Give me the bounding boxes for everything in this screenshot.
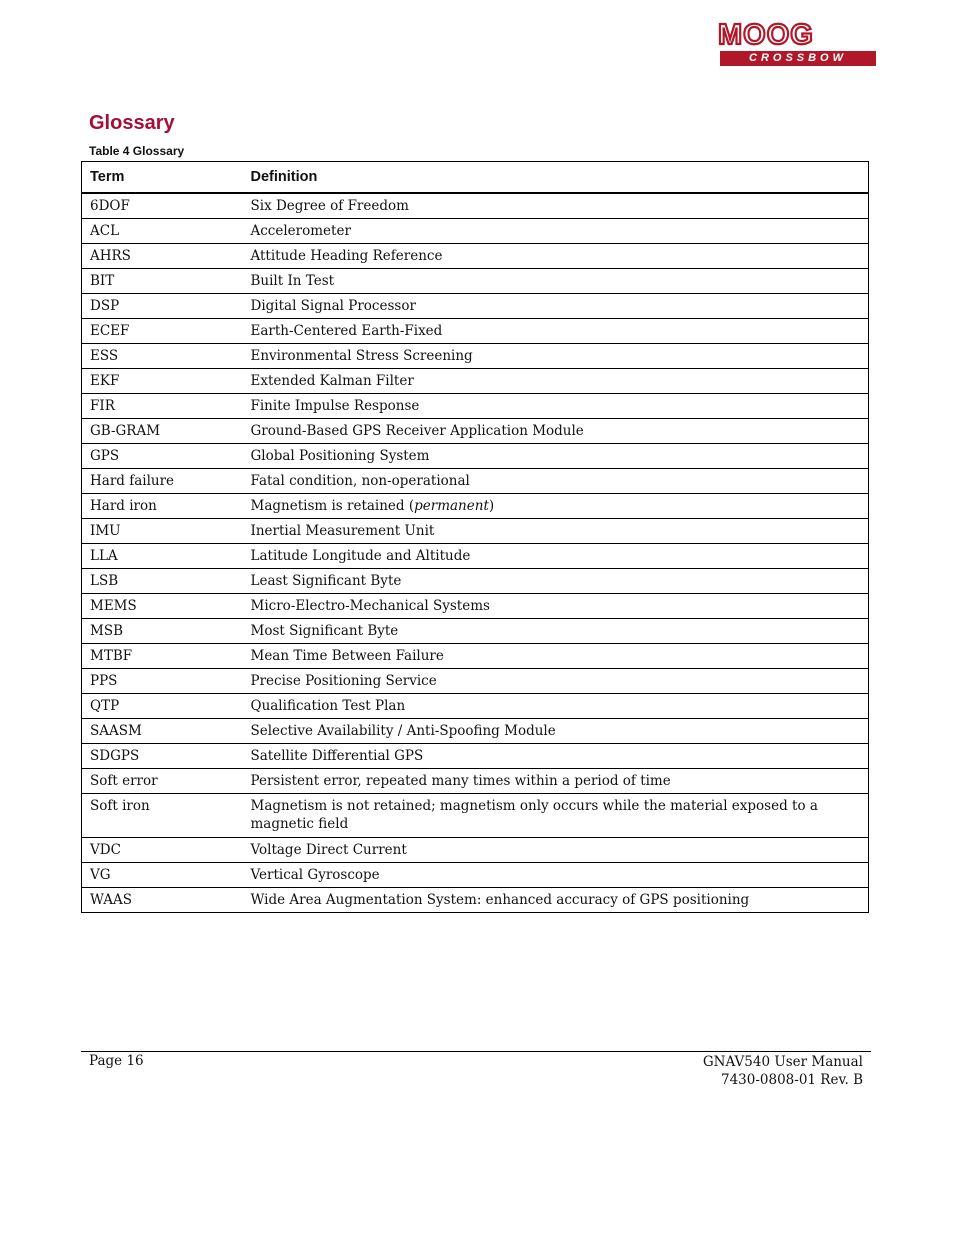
table-row [82, 219, 869, 244]
term-cell: FIR [82, 394, 243, 419]
term-cell: Hard iron [82, 494, 243, 519]
table-row [82, 769, 869, 794]
logo-subbrand: CROSSBOW [720, 51, 876, 66]
term-cell: DSP [82, 294, 243, 319]
table-row [82, 619, 869, 644]
table-row [82, 838, 869, 863]
definition-cell: Wide Area Augmentation System: enhanced accuracy of GPS positioning [243, 888, 869, 913]
term-cell: QTP [82, 694, 243, 719]
definition-text-end: ) [488, 498, 495, 514]
table-row [82, 319, 869, 344]
table-header-row [82, 162, 869, 194]
column-header-definition: Definition [243, 162, 869, 194]
term-cell: BIT [82, 269, 243, 294]
footer-divider [81, 1051, 871, 1052]
term-cell: SDGPS [82, 744, 243, 769]
table-row [82, 744, 869, 769]
table-row [82, 694, 869, 719]
table-row [82, 669, 869, 694]
term-cell: MEMS [82, 594, 243, 619]
table-row [82, 444, 869, 469]
term-cell: AHRS [82, 244, 243, 269]
definition-cell: Ground-Based GPS Receiver Application Module [243, 419, 869, 444]
term-cell: Hard failure [82, 469, 243, 494]
document-title: GNAV540 User Manual [702, 1054, 863, 1070]
definition-cell: Built In Test [243, 269, 869, 294]
term-cell: 6DOF [82, 193, 243, 219]
definition-cell: Micro-Electro-Mechanical Systems [243, 594, 869, 619]
term-cell: Soft error [82, 769, 243, 794]
table-row [82, 269, 869, 294]
definition-cell: Latitude Longitude and Altitude [243, 544, 869, 569]
table-row [82, 569, 869, 594]
glossary-table [81, 161, 869, 913]
definition-cell: Fatal condition, non-operational [243, 469, 869, 494]
table-row [82, 394, 869, 419]
document-info [703, 1053, 863, 1089]
definition-cell: Extended Kalman Filter [243, 369, 869, 394]
term-cell: EKF [82, 369, 243, 394]
definition-cell: Voltage Direct Current [243, 838, 869, 863]
term-cell: ECEF [82, 319, 243, 344]
section-title: Glossary [89, 112, 175, 134]
definition-cell: Mean Time Between Failure [243, 644, 869, 669]
glossary-body [82, 193, 869, 913]
table-row [82, 719, 869, 744]
term-cell: LLA [82, 544, 243, 569]
term-cell: MTBF [82, 644, 243, 669]
table-row [82, 863, 869, 888]
definition-cell: Vertical Gyroscope [243, 863, 869, 888]
table-row [82, 644, 869, 669]
term-cell: Soft iron [82, 794, 243, 838]
term-cell: MSB [82, 619, 243, 644]
definition-cell: Qualification Test Plan [243, 694, 869, 719]
table-caption: Table 4 Glossary [89, 144, 185, 158]
definition-cell: Finite Impulse Response [243, 394, 869, 419]
definition-cell: Digital Signal Processor [243, 294, 869, 319]
definition-cell: Least Significant Byte [243, 569, 869, 594]
table-row [82, 344, 869, 369]
column-header-term: Term [82, 162, 243, 194]
definition-cell: Six Degree of Freedom [243, 193, 869, 219]
page-number: Page 16 [89, 1053, 144, 1069]
table-row [82, 244, 869, 269]
table-row [82, 294, 869, 319]
term-cell: SAASM [82, 719, 243, 744]
definition-cell: Accelerometer [243, 219, 869, 244]
table-row [82, 494, 869, 519]
table-row [82, 419, 869, 444]
definition-cell: Most Significant Byte [243, 619, 869, 644]
term-cell: GPS [82, 444, 243, 469]
table-row [82, 544, 869, 569]
table-row [82, 519, 869, 544]
definition-cell: Earth-Centered Earth-Fixed [243, 319, 869, 344]
definition-cell: Environmental Stress Screening [243, 344, 869, 369]
table-row [82, 594, 869, 619]
definition-cell: Selective Availability / Anti-Spoofing Module [243, 719, 869, 744]
term-cell: VG [82, 863, 243, 888]
definition-emphasis: permanent [414, 498, 489, 514]
term-cell: ACL [82, 219, 243, 244]
definition-cell: Persistent error, repeated many times within a period of time [243, 769, 869, 794]
table-row [82, 369, 869, 394]
definition-cell: Inertial Measurement Unit [243, 519, 869, 544]
term-cell: PPS [82, 669, 243, 694]
company-logo [718, 19, 878, 70]
logo-wordmark: MOOG [718, 19, 814, 51]
definition-cell: Attitude Heading Reference [243, 244, 869, 269]
definition-cell [243, 494, 869, 519]
term-cell: WAAS [82, 888, 243, 913]
table-row [82, 794, 869, 838]
definition-cell: Satellite Differential GPS [243, 744, 869, 769]
term-cell: LSB [82, 569, 243, 594]
term-cell: ESS [82, 344, 243, 369]
definition-cell: Global Positioning System [243, 444, 869, 469]
term-cell: IMU [82, 519, 243, 544]
definition-cell: Magnetism is not retained; magnetism only occurs while the material exposed to a magnetic field [243, 794, 869, 838]
table-row [82, 469, 869, 494]
term-cell: GB-GRAM [82, 419, 243, 444]
definition-text: Magnetism is retained ( [250, 498, 415, 514]
table-row [82, 193, 869, 219]
term-cell: VDC [82, 838, 243, 863]
document-number: 7430-0808-01 Rev. B [721, 1072, 863, 1088]
table-row [82, 888, 869, 913]
definition-cell: Precise Positioning Service [243, 669, 869, 694]
